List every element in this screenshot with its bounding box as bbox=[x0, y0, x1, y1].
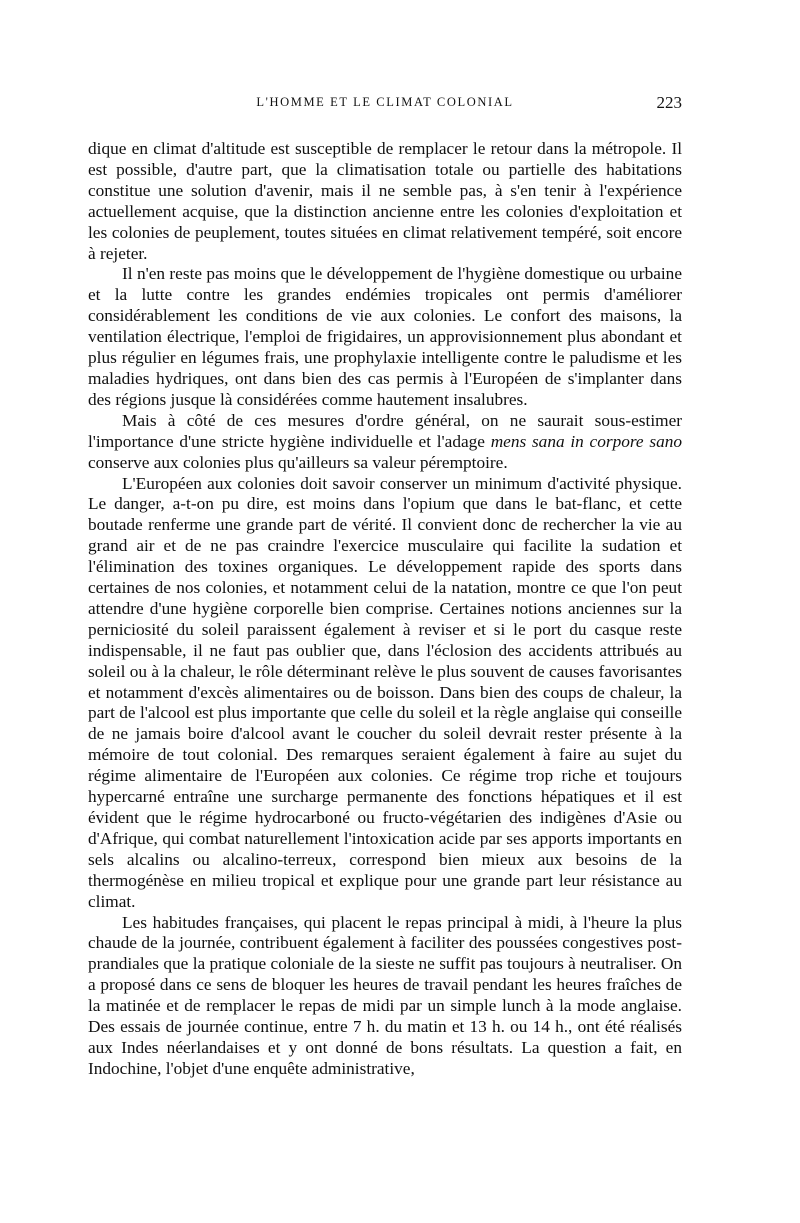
text-segment: conserve aux colonies plus qu'ailleurs sa valeur péremptoire. bbox=[88, 452, 508, 472]
page-header bbox=[88, 93, 682, 115]
text-segment: Il n'en reste pas moins que le développement de l'hygiène domestique ou urbaine et la lutte contre les grandes endémies tropicales ont permis d'améliorer considérablement les conditions de vie aux colonies. Le confort des maisons, la ventilation électrique, l'emploi de frigidaires, un approvisionnement plus abondant et plus régulier en légumes frais, une prophylaxie intelligente contre le paludisme et les maladies hydriques, ont dans bien des cas permis à l'Européen de s'implanter dans des régions jusque là considérées comme hautement insalubres. bbox=[88, 264, 682, 409]
text-segment: dique en climat d'altitude est susceptible de remplacer le retour dans la métropole. Il est possible, d'autre part, que la climatisation totale ou partielle des habitations constitue une solution d'avenir, mais il ne semble pas, à s'en tenir à l'expérience actuellement acquise, que la distinction ancienne entre les colonies d'exploitation et les colonies de peuplement, toutes situées en climat relativement tempéré, soit encore à rejeter. bbox=[88, 139, 682, 263]
body-text bbox=[88, 139, 682, 1080]
paragraph bbox=[88, 913, 682, 1080]
paragraph bbox=[88, 264, 682, 410]
text-segment: Les habitudes françaises, qui placent le repas principal à midi, à l'heure la plus chaude de la journée, contribuent également à faciliter des poussées congestives post-prandiales que la pratique coloniale de la sieste ne suffit pas toujours à neutraliser. On a proposé dans ce sens de bloquer les heures de travail pendant les heures fraîches de la matinée et de remplacer le repas de midi par un simple lunch à la mode anglaise. Des essais de journée continue, entre 7 h. du matin et 13 h. ou 14 h., ont été réalisés aux Indes néerlandaises et y ont donné de bons résultats. La question a fait, en Indochine, l'objet d'une enquête administrative, bbox=[88, 912, 682, 1078]
text-segment: Mais à côté de ces mesures d'ordre général, on ne saurait sous-estimer l'importance d'une stricte hygiène individuelle et l'adage bbox=[88, 410, 682, 451]
text-segment: L'Européen aux colonies doit savoir conserver un minimum d'activité physique. Le danger, a-t-on pu dire, est moins dans l'opium que dans le bat-flanc, et cette boutade renferme une grande part de vérité. Il convient donc de rechercher la vie au grand air et de ne pas craindre l'exercice musculaire qui facilite la sudation et l'élimination des toxines organiques. Le développement rapide des sports dans certaines de nos colonies, et notamment celui de la natation, montre ce que l'on peut attendre d'une hygiène corporelle bien comprise. Certaines notions anciennes sur la perniciosité du soleil paraissent également à reviser et si le port du casque reste indispensable, il ne faut pas oublier que, dans l'éclosion des accidents attribués au soleil ou à la chaleur, le rôle déterminant relève le plus souvent de causes favorisantes et notamment d'excès alimentaires ou de boisson. Dans bien des coups de chaleur, la part de l'alcool est plus importante que celle du soleil et la règle anglaise qui conseille de ne jamais boire d'alcool avant le coucher du soleil devrait rester présente à la mémoire de tout colonial. Des remarques seraient également à faire au sujet du régime alimentaire de l'Européen aux colonies. Ce régime trop riche et toujours hypercarné entraîne une surcharge permanente des fonctions hépatiques et il est évident que le régime hydrocarboné ou fructo-végétarien des indigènes d'Asie ou d'Afrique, qui combat naturellement l'intoxication acide par ses apports importants en sels alcalins ou alcalino-terreux, correspond bien mieux aux besoins de la thermogénèse en milieu tropical et explique pour une grande part leur résistance au climat. bbox=[88, 473, 682, 911]
running-title: L'HOMME ET LE CLIMAT COLONIAL bbox=[256, 95, 514, 109]
paragraph bbox=[88, 474, 682, 913]
italic-phrase: mens sana in corpore sano bbox=[490, 431, 682, 451]
paragraph bbox=[88, 139, 682, 264]
paragraph bbox=[88, 411, 682, 474]
page-number: 223 bbox=[656, 93, 682, 112]
